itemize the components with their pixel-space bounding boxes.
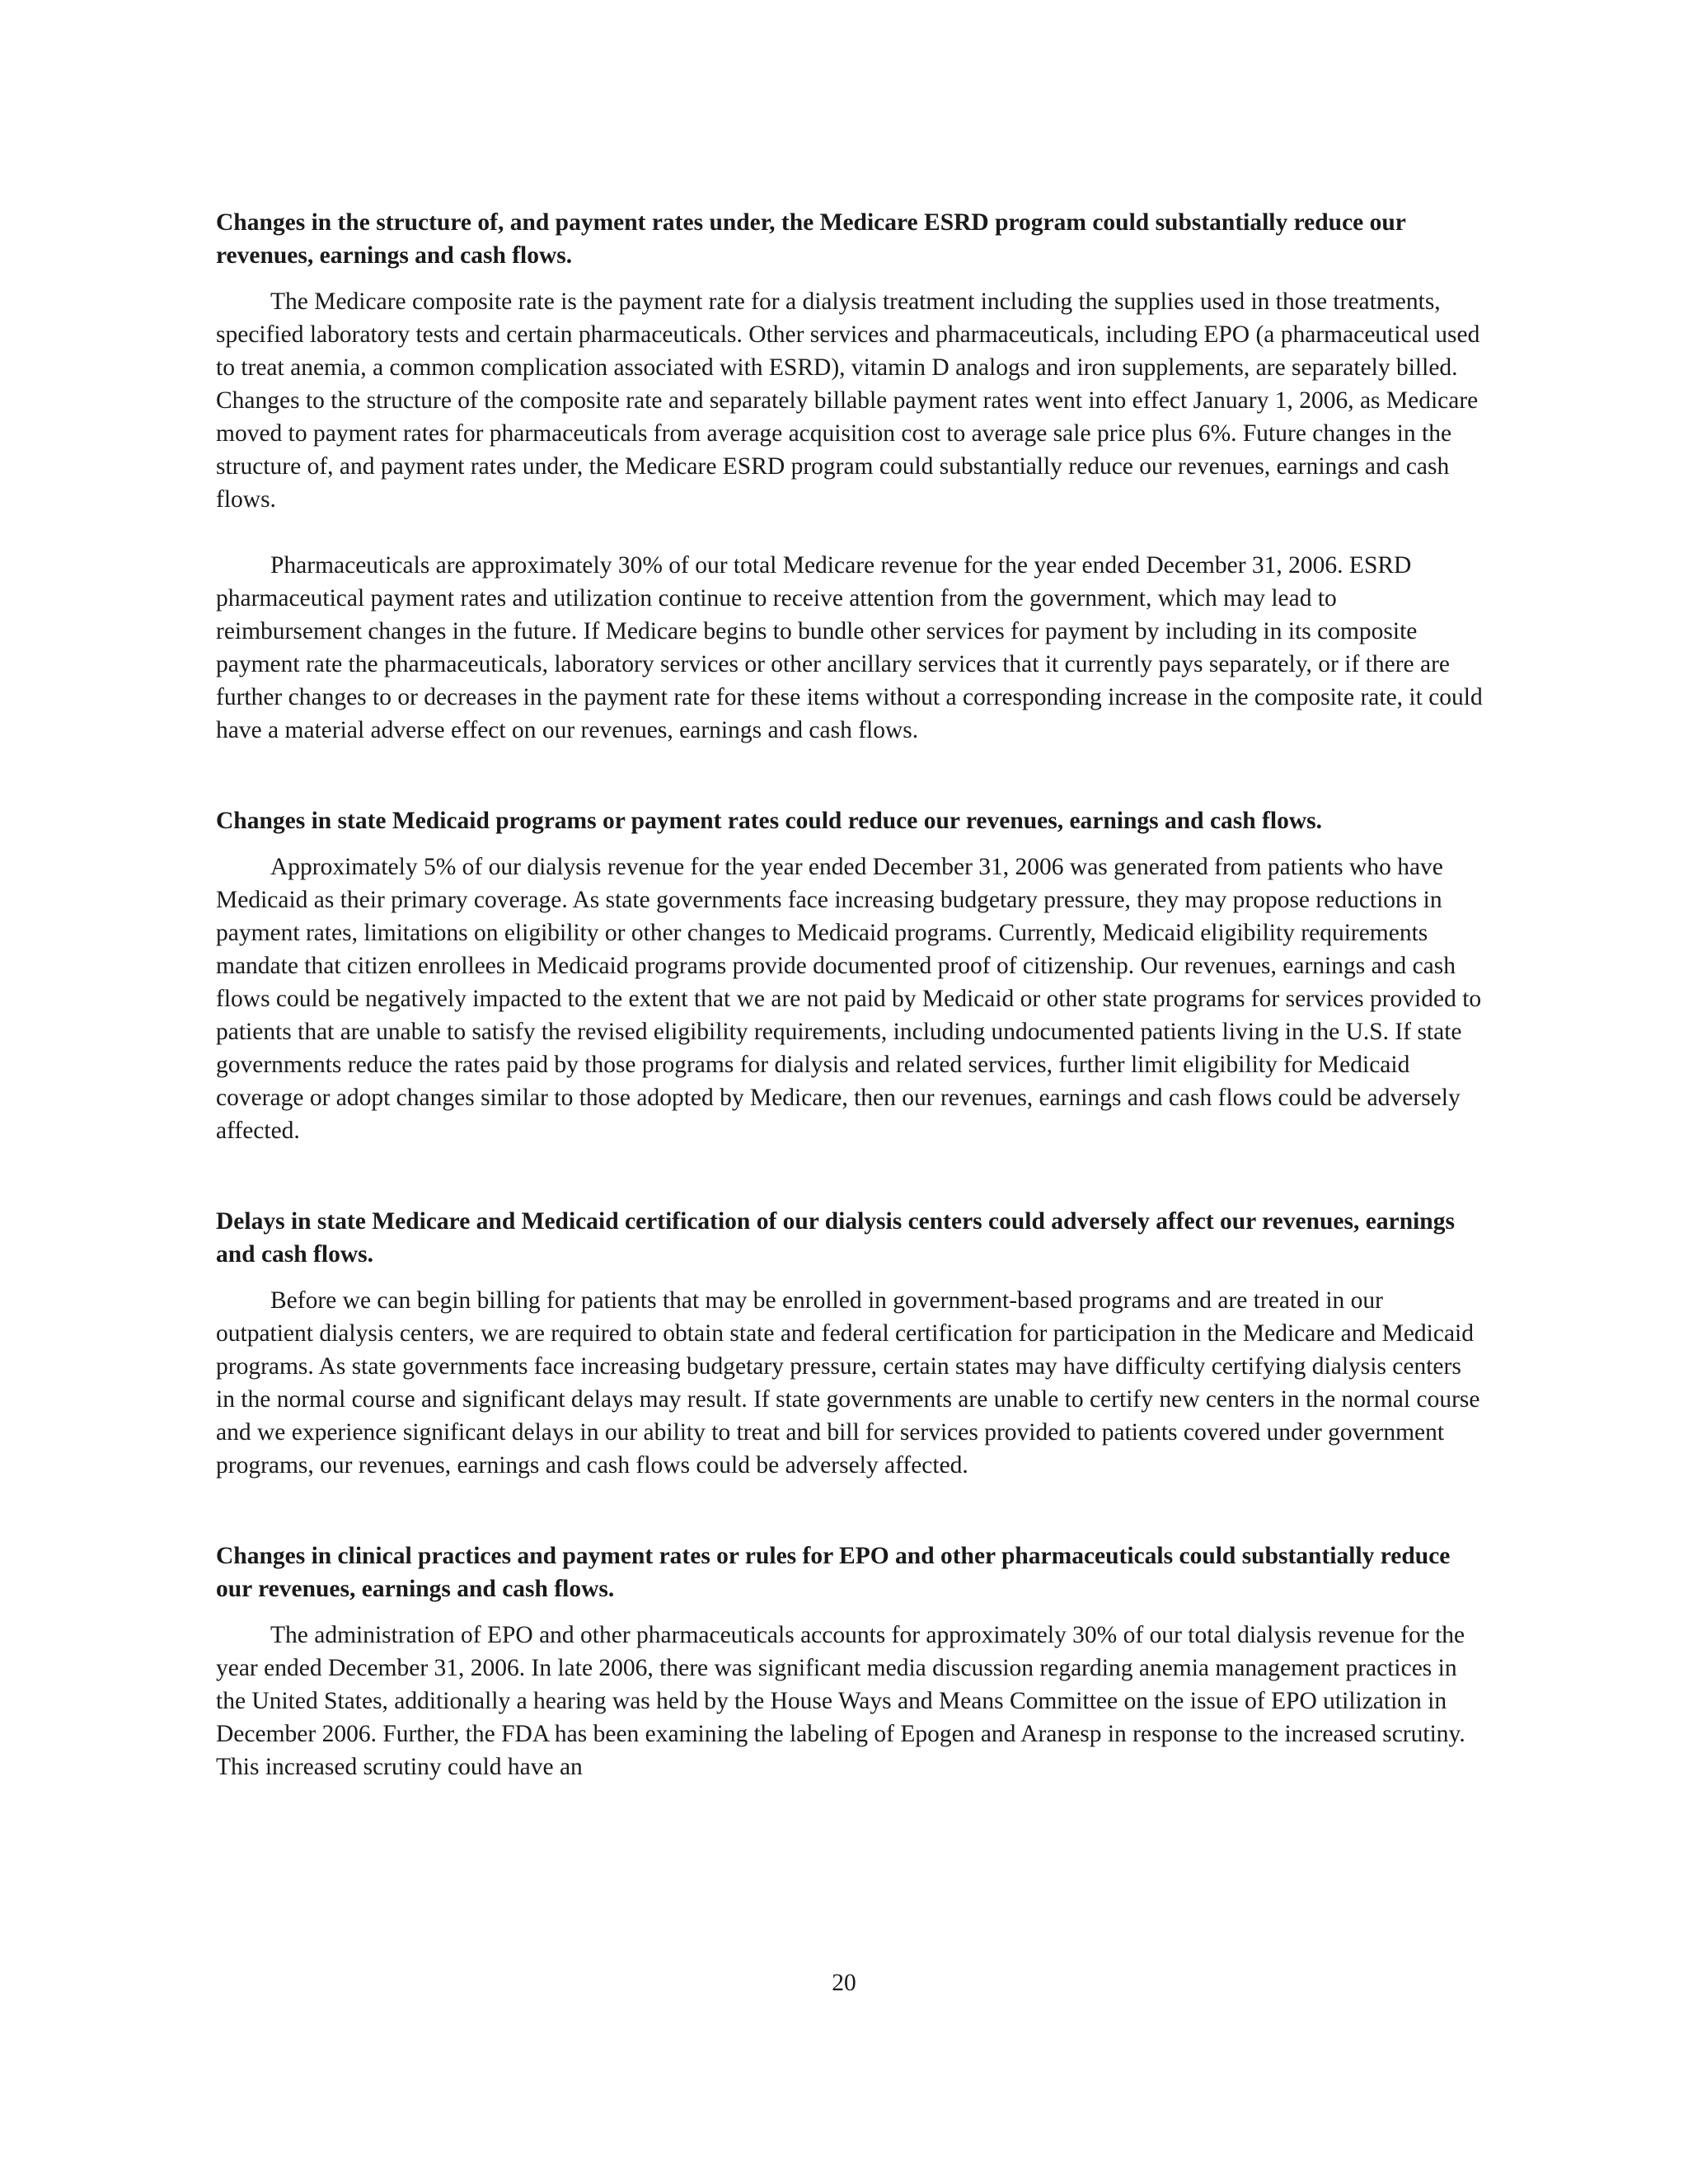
section-medicaid	[216, 804, 1485, 1147]
section-heading: Changes in the structure of, and payment rates under, the Medicare ESRD program could substantially reduce our revenues, earnings and cash flows.	[216, 209, 1406, 269]
body-paragraph: Pharmaceuticals are approximately 30% of our total Medicare revenue for the year ended December 31, 2006. ESRD pharmaceutical payment rates and utilization continue to receive attention from the government, which may lead to reimbursement changes in the future. If Medicare begins to bundle other services for payment by including in its composite payment rate the pharmaceuticals, laboratory services or other ancillary services that it currently pays separately, or if there are further changes to or decreases in the payment rate for these items without a corresponding increase in the composite rate, it could have a material adverse effect on our revenues, earnings and cash flows.	[216, 552, 1483, 743]
page-content	[216, 206, 1485, 1783]
body-paragraph: The Medicare composite rate is the payment rate for a dialysis treatment including the supplies used in those treatments, specified laboratory tests and certain pharmaceuticals. Other services and pharmaceuticals, including EPO (a pharmaceutical used to treat anemia, a common complication associated with ESRD), vitamin D analogs and iron supplements, are separately billed. Changes to the structure of the composite rate and separately billable payment rates went into effect January 1, 2006, as Medicare moved to payment rates for pharmaceuticals from average acquisition cost to average sale price plus 6%. Future changes in the structure of, and payment rates under, the Medicare ESRD program could substantially reduce our revenues, earnings and cash flows.	[216, 288, 1480, 513]
body-paragraph: The administration of EPO and other pharmaceuticals accounts for approximately 30% of our total dialysis revenue for the year ended December 31, 2006. In late 2006, there was significant media discussion regarding anemia management practices in the United States, additionally a hearing was held by the House Ways and Means Committee on the issue of EPO utilization in December 2006. Further, the FDA has been examining the labeling of Epogen and Aranesp in response to the increased scrutiny. This increased scrutiny could have an	[216, 1622, 1465, 1780]
section-certification-delays	[216, 1205, 1485, 1482]
section-epo-pharmaceuticals	[216, 1540, 1485, 1783]
page-number: 20	[832, 1970, 856, 1996]
section-heading: Changes in clinical practices and payment rates or rules for EPO and other pharmaceuticals could substantially reduce our revenues, earnings and cash flows.	[216, 1543, 1451, 1602]
section-medicare-esrd	[216, 206, 1485, 747]
section-heading: Changes in state Medicaid programs or payment rates could reduce our revenues, earnings and cash flows.	[216, 808, 1322, 834]
section-heading: Delays in state Medicare and Medicaid certification of our dialysis centers could adversely affect our revenues, earnings and cash flows.	[216, 1208, 1455, 1268]
body-paragraph: Before we can begin billing for patients that may be enrolled in government-based programs and are treated in our outpatient dialysis centers, we are required to obtain state and federal certification for participation in the Medicare and Medicaid programs. As state governments face increasing budgetary pressure, certain states may have difficulty certifying dialysis centers in the normal course and significant delays may result. If state governments are unable to certify new centers in the normal course and we experience significant delays in our ability to treat and bill for services provided to patients covered under government programs, our revenues, earnings and cash flows could be adversely affected.	[216, 1287, 1480, 1479]
body-paragraph: Approximately 5% of our dialysis revenue for the year ended December 31, 2006 was generated from patients who have Medicaid as their primary coverage. As state governments face increasing budgetary pressure, they may propose reductions in payment rates, limitations on eligibility or other changes to Medicaid programs. Currently, Medicaid eligibility requirements mandate that citizen enrollees in Medicaid programs provide documented proof of citizenship. Our revenues, earnings and cash flows could be negatively impacted to the extent that we are not paid by Medicaid or other state programs for services provided to patients that are unable to satisfy the revised eligibility requirements, including undocumented patients living in the U.S. If state governments reduce the rates paid by those programs for dialysis and related services, further limit eligibility for Medicaid coverage or adopt changes similar to those adopted by Medicare, then our revenues, earnings and cash flows could be adversely affected.	[216, 854, 1482, 1144]
